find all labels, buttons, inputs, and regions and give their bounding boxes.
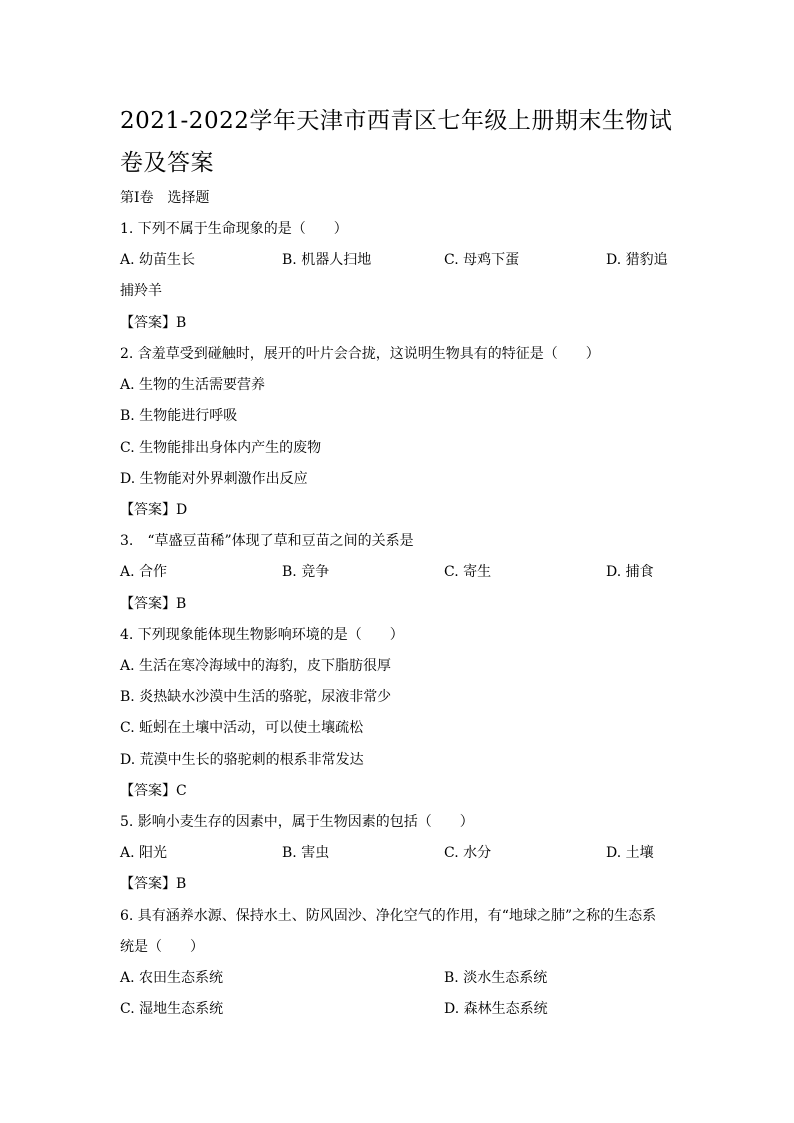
question-4-stem: 4. 下列现象能体现生物影响环境的是（ ） <box>120 627 404 643</box>
question-3-option-b: B. 竞争 <box>282 564 330 580</box>
section-heading: 第Ⅰ卷 选择题 <box>120 190 210 206</box>
question-4-option-b: B. 炎热缺水沙漠中生活的骆驼，尿液非常少 <box>120 689 392 705</box>
question-2-option-c: C. 生物能排出身体内产生的废物 <box>120 440 322 456</box>
question-2-option-a: A. 生物的生活需要营养 <box>120 377 266 393</box>
question-6-option-c: C. 湿地生态系统 <box>120 1001 224 1017</box>
question-1-option-a: A. 幼苗生长 <box>120 252 196 268</box>
question-6-option-b: B. 淡水生态系统 <box>444 970 548 986</box>
question-5-answer: 【答案】B <box>120 876 187 892</box>
question-1-option-c: C. 母鸡下蛋 <box>444 252 520 268</box>
question-1-option-d: D. 猎豹追 <box>606 252 668 268</box>
question-6-stem-continued: 统是（ ） <box>120 939 204 955</box>
question-5-option-b: B. 害虫 <box>282 845 330 861</box>
question-1-answer: 【答案】B <box>120 315 187 331</box>
question-2-answer: 【答案】D <box>120 502 188 518</box>
page-title: 2021-2022学年天津市西青区七年级上册期末生物试卷及答案 <box>120 108 673 176</box>
question-5-option-c: C. 水分 <box>444 845 492 861</box>
question-6-option-a: A. 农田生态系统 <box>120 970 224 986</box>
question-3-stem: 3. “草盛豆苗稀”体现了草和豆苗之间的关系是 <box>120 533 414 549</box>
question-3-option-c: C. 寄生 <box>444 564 492 580</box>
question-4-answer: 【答案】C <box>120 783 187 799</box>
question-4-option-a: A. 生活在寒冷海域中的海豹，皮下脂肪很厚 <box>120 658 392 674</box>
question-3-option-d: D. 捕食 <box>606 564 654 580</box>
question-1-stem: 1. 下列不属于生命现象的是（ ） <box>120 221 348 237</box>
question-6-stem: 6. 具有涵养水源、保持水土、防风固沙、净化空气的作用，有“地球之肺”之称的生态系 <box>120 908 657 924</box>
question-5-option-a: A. 阳光 <box>120 845 168 861</box>
question-5-stem: 5. 影响小麦生存的因素中，属于生物因素的包括（ ） <box>120 814 474 830</box>
question-4-option-c: C. 蚯蚓在土壤中活动，可以使土壤疏松 <box>120 720 364 736</box>
question-6-option-d: D. 森林生态系统 <box>444 1001 548 1017</box>
question-5-option-d: D. 土壤 <box>606 845 654 861</box>
question-2-stem: 2. 含羞草受到碰触时，展开的叶片会合拢，这说明生物具有的特征是（ ） <box>120 346 600 362</box>
question-2-option-b: B. 生物能进行呼吸 <box>120 408 238 424</box>
question-1-option-b: B. 机器人扫地 <box>282 252 372 268</box>
question-2-option-d: D. 生物能对外界刺激作出反应 <box>120 471 308 487</box>
question-1-option-d-continued: 捕羚羊 <box>120 283 162 299</box>
question-4-option-d: D. 荒漠中生长的骆驼刺的根系非常发达 <box>120 752 364 768</box>
question-3-option-a: A. 合作 <box>120 564 168 580</box>
question-3-answer: 【答案】B <box>120 596 187 612</box>
